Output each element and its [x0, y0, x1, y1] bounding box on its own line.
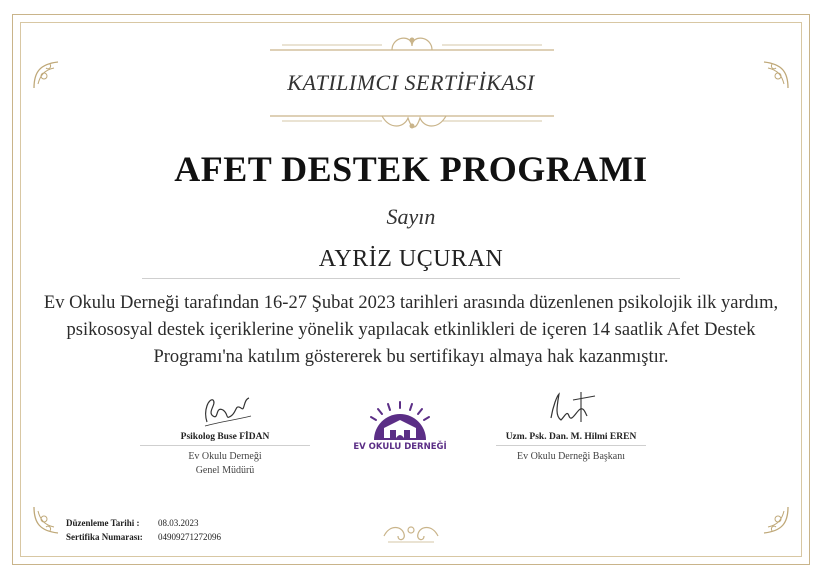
corner-ornament-icon [758, 503, 792, 537]
signatory-org: Ev Okulu Derneği [188, 451, 262, 462]
signature-icon [185, 386, 265, 430]
signature-line [496, 445, 646, 446]
name-underline [142, 278, 680, 279]
logo-icon [352, 398, 448, 444]
meta-date-row [66, 516, 221, 530]
signatory-role: Genel Müdürü [195, 465, 255, 476]
date-value: 08.03.2023 [158, 518, 199, 528]
signature-line [140, 445, 310, 446]
signature-right [496, 386, 646, 464]
salutation: Sayın [386, 204, 436, 229]
logo-text: EV OKULU DERNEĞİ [353, 442, 447, 452]
certificate-meta [66, 516, 221, 544]
certificate-subtitle: KATILIMCI SERTİFİKASI [287, 70, 535, 95]
corner-ornament-icon [30, 503, 64, 537]
number-label: Sertifika Numarası: [66, 532, 143, 542]
meta-number-row [66, 530, 221, 544]
ev-okulu-logo [352, 398, 448, 464]
number-value: 04909271272096 [158, 532, 221, 542]
bottom-flourish-icon [262, 100, 562, 136]
certificate-title: AFET DESTEK PROGRAMI [174, 149, 648, 189]
signature-left [140, 386, 310, 478]
signatory-name: Uzm. Psk. Dan. M. Hilmi EREN [505, 432, 637, 442]
signatory-name: Psikolog Buse FİDAN [180, 432, 270, 442]
signature-icon [531, 386, 611, 430]
signatory-role: Ev Okulu Derneği Başkanı [516, 451, 626, 462]
date-label: Düzenleme Tarihi : [66, 518, 140, 528]
recipient-name: AYRİZ UÇURAN [318, 246, 504, 272]
bottom-ornament-icon [380, 518, 442, 548]
top-flourish-icon [262, 30, 562, 70]
certificate-body: Ev Okulu Derneği tarafından 16-27 Şubat 2023 tarihleri arasında düzenlenen psikolojik ilk yardım, psikososyal destek içeriklerine yönelik yapılacak etkinlikleri de içeren 14 saatlik Afet Destek Programı'na katılım göstererek bu sertifikayı almaya hak kazanmıştır. [43, 293, 779, 367]
